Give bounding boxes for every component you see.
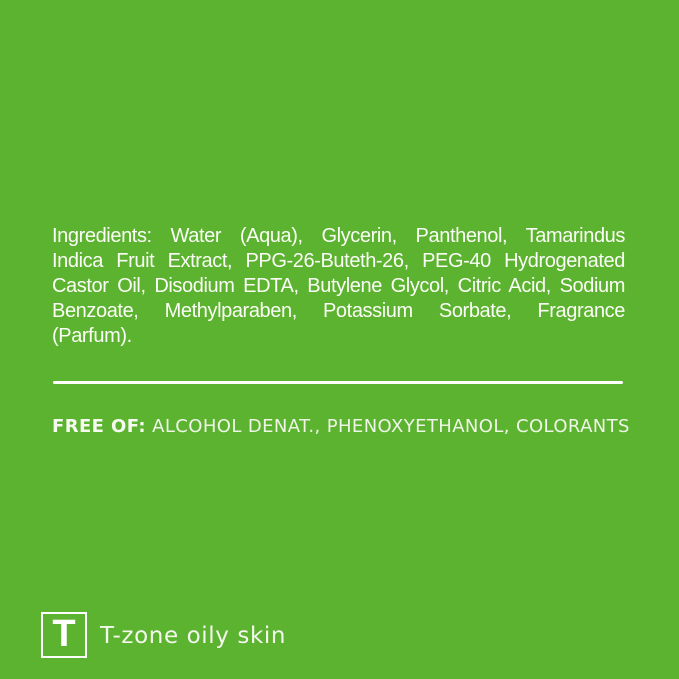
divider-line bbox=[53, 381, 623, 384]
ingredients-paragraph bbox=[52, 224, 625, 349]
ingredients-line: Indica Fruit Extract, PPG-26-Buteth-26, PEG-40 Hydrogenated bbox=[52, 250, 625, 272]
free-of-label: FREE OF: bbox=[52, 416, 147, 437]
free-of-statement bbox=[52, 416, 630, 437]
ingredients-line: Benzoate, Methylparaben, Potassium Sorbate, Fragrance bbox=[52, 300, 625, 322]
skin-type-label: T-zone oily skin bbox=[100, 623, 287, 649]
t-letter: T bbox=[52, 613, 76, 655]
ingredients-line: Castor Oil, Disodium EDTA, Butylene Glycol, Citric Acid, Sodium bbox=[52, 275, 625, 297]
ingredients-line: (Parfum). bbox=[52, 325, 132, 347]
free-of-items: ALCOHOL DENAT., PHENOXYETHANOL, COLORANTS bbox=[152, 416, 630, 437]
t-zone-icon bbox=[41, 612, 87, 658]
ingredients-line: Ingredients: Water (Aqua), Glycerin, Panthenol, Tamarindus bbox=[52, 225, 625, 247]
